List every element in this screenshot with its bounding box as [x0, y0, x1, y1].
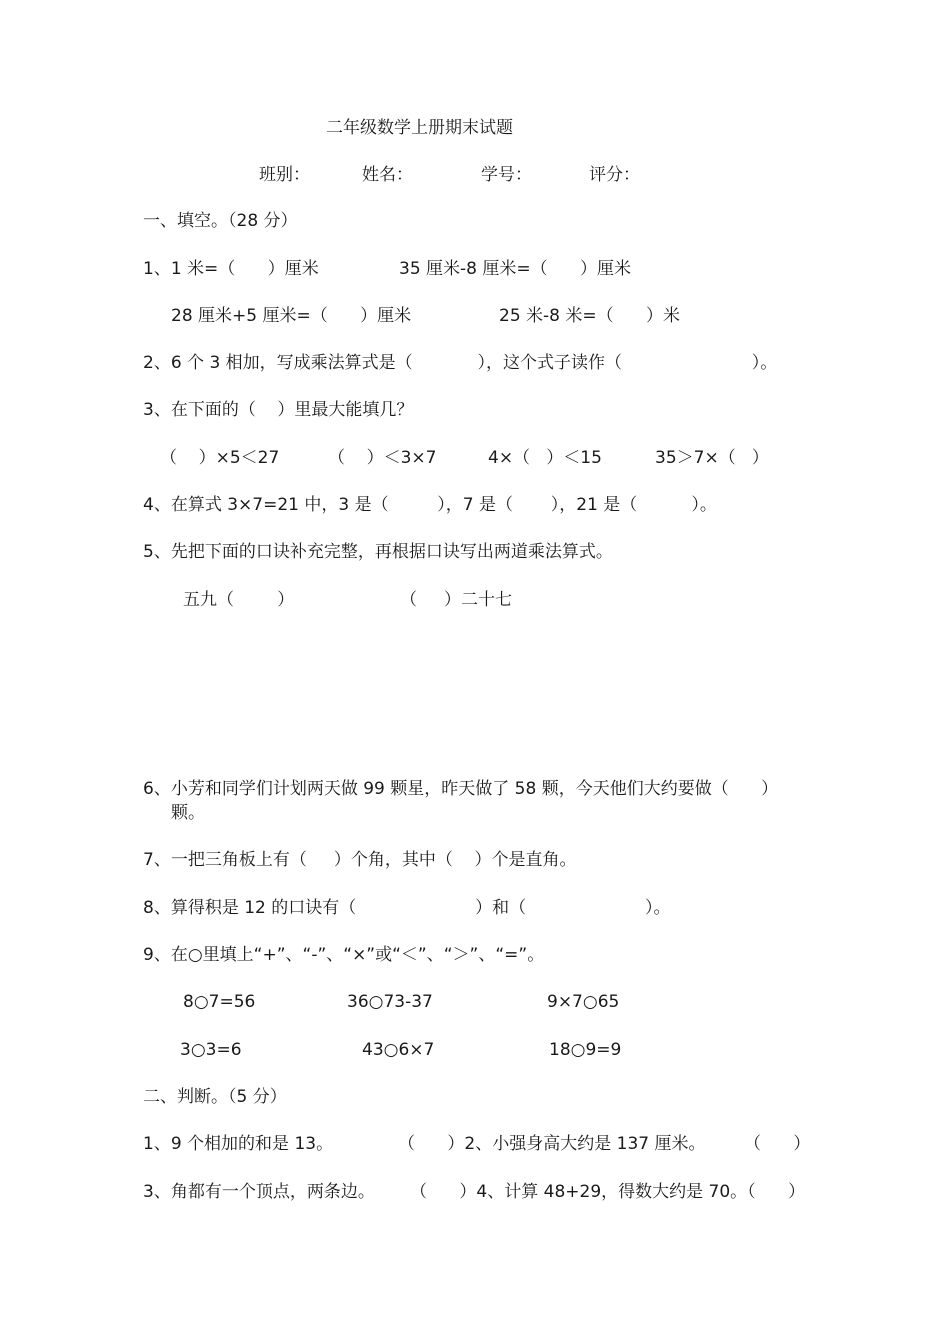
q1-item-b: 35 厘米-8 厘米=（ ）厘米 — [399, 259, 632, 279]
question-6-line2: 颗。 — [171, 803, 205, 823]
question-9: 9、在○里填上“+”、“-”、“×”或“＜”、“＞”、“=”。 — [143, 945, 545, 965]
q5-item-a: 五九（ ） — [183, 590, 295, 610]
section2-heading: 二、判断。（5 分） — [143, 1087, 287, 1107]
question-6-line1: 6、小芳和同学们计划两天做 99 颗星，昨天做了 58 颗，今天他们大约要做（ ） — [143, 779, 779, 799]
judge-item-2: （ ）2、小强身高大约是 137 厘米。 — [398, 1134, 706, 1154]
judge-item-2-answer: （ ） — [744, 1134, 811, 1154]
q3-item-a: （ ）×5＜27 — [160, 448, 280, 468]
question-7: 7、一把三角板上有（ ）个角，其中（ ）个是直角。 — [143, 850, 577, 870]
q9-item-e: 43○6×7 — [362, 1040, 435, 1060]
q1-item-c: 28 厘米+5 厘米=（ ）厘米 — [171, 306, 412, 326]
question-5: 5、先把下面的口诀补充完整，再根据口诀写出两道乘法算式。 — [143, 542, 613, 562]
judge-item-1: 1、9 个相加的和是 13。 — [143, 1134, 334, 1154]
question-8: 8、算得积是 12 的口诀有（ ）和（ ）。 — [143, 898, 671, 918]
q1-item-d: 25 米-8 米=（ ）米 — [499, 306, 681, 326]
name-label: 姓名： — [362, 165, 413, 185]
judge-item-4: （ ）4、计算 48+29，得数大约是 70。（ ） — [410, 1182, 806, 1202]
q3-item-c: 4×（ ）＜15 — [488, 448, 602, 468]
q1-item-a: 1、1 米=（ ）厘米 — [143, 259, 319, 279]
q9-item-c: 9×7○65 — [547, 992, 620, 1012]
section1-heading: 一、填空。（28 分） — [143, 211, 298, 231]
q3-item-d: 35＞7×（ ） — [655, 448, 769, 468]
q5-item-b: （ ）二十七 — [400, 590, 513, 610]
question-2: 2、6 个 3 相加，写成乘法算式是（ ），这个式子读作（ ）。 — [143, 353, 778, 373]
question-3: 3、在下面的（ ）里最大能填几？ — [143, 400, 414, 420]
page-title: 二年级数学上册期末试题 — [326, 118, 513, 138]
q9-item-f: 18○9=9 — [549, 1040, 622, 1060]
q9-item-b: 36○73-37 — [347, 992, 433, 1012]
class-label: 班别： — [259, 165, 310, 185]
number-label: 学号： — [481, 165, 532, 185]
question-4: 4、在算式 3×7=21 中，3 是（ ），7 是（ ），21 是（ ）。 — [143, 495, 717, 515]
score-label: 评分： — [589, 165, 640, 185]
q9-item-d: 3○3=6 — [180, 1040, 242, 1060]
judge-item-3: 3、角都有一个顶点，两条边。 — [143, 1182, 375, 1202]
q3-item-b: （ ）＜3×7 — [328, 448, 437, 468]
q9-item-a: 8○7=56 — [183, 992, 256, 1012]
